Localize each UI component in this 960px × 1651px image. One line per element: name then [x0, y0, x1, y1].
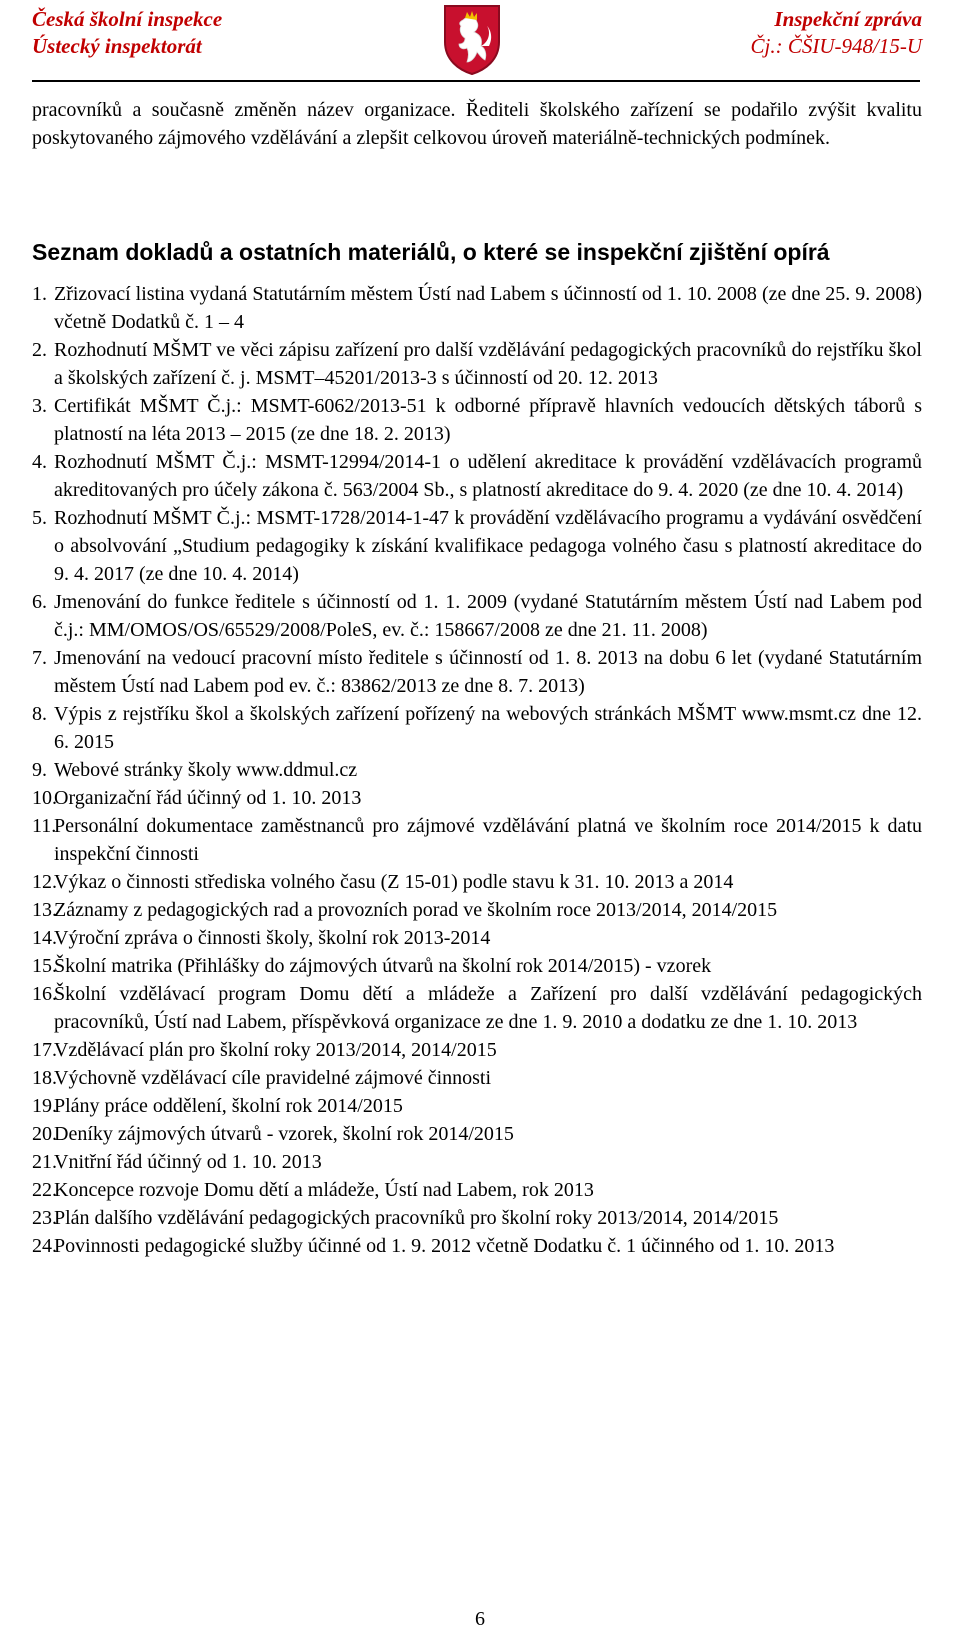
list-item-number: 20. — [32, 1123, 57, 1145]
list-item — [32, 1176, 922, 1204]
list-item-text: Plán dalšího vzdělávání pedagogických pracovníků pro školní roky 2013/2014, 2014/2015 — [54, 1207, 779, 1229]
header-inspectorate: Ústecký inspektorát — [32, 34, 202, 58]
list-item-text: Webové stránky školy www.ddmul.cz — [54, 759, 358, 781]
list-item — [32, 1064, 922, 1092]
list-item-number: 21. — [32, 1151, 57, 1173]
list-item-number: 1. — [32, 283, 47, 305]
list-item-number: 12. — [32, 871, 57, 893]
list-item — [32, 336, 922, 392]
list-item — [32, 784, 922, 812]
list-item-text: Vnitřní řád účinný od 1. 10. 2013 — [54, 1151, 322, 1173]
list-item-text: Povinnosti pedagogické služby účinné od 1. 9. 2012 včetně Dodatku č. 1 účinného od 1. 10. 2013 — [54, 1235, 835, 1257]
page-header — [0, 0, 960, 84]
list-item-text: Školní vzdělávací program Domu dětí a mládeže a Zařízení pro další vzdělávání pedagogických pracovníků, Ústí nad Labem, příspěvková organizace ze dne 1. 9. 2010 a dodatku ze dne 1. 10. 2013 — [54, 983, 922, 1033]
header-divider — [32, 80, 920, 82]
list-item-number: 13. — [32, 899, 57, 921]
document-list — [32, 280, 922, 1260]
list-item-number: 14. — [32, 927, 57, 949]
list-item — [32, 952, 922, 980]
list-item-number: 4. — [32, 451, 47, 473]
header-reference-number: Čj.: ČŠIU-948/15-U — [750, 34, 922, 58]
list-item-number: 22. — [32, 1179, 57, 1201]
list-item — [32, 700, 922, 756]
list-item-text: Certifikát MŠMT Č.j.: MSMT-6062/2013-51 k odborné přípravě hlavních vedoucích dětských táborů s platností na léta 2013 – 2015 (ze dne 18. 2. 2013) — [54, 395, 922, 445]
list-item-text: Rozhodnutí MŠMT ve věci zápisu zařízení pro další vzdělávání pedagogických pracovníků do rejstříku škol a školských zařízení č. j. MSMT–45201/2013-3 s účinností od 20. 12. 2013 — [54, 339, 922, 389]
list-item-number: 23. — [32, 1207, 57, 1229]
list-item — [32, 280, 922, 336]
list-item-text: Rozhodnutí MŠMT Č.j.: MSMT-12994/2014-1 o udělení akreditace k provádění vzdělávacích programů akreditovaných pro účely zákona č. 563/2004 Sb., s platností akreditace do 9. 4. 2020 (ze dne 10. 4. 2014) — [54, 451, 922, 501]
list-item-text: Zřizovací listina vydaná Statutárním městem Ústí nad Labem s účinností od 1. 10. 2008 (ze dne 25. 9. 2008) včetně Dodatků č. 1 – 4 — [54, 283, 922, 333]
list-item — [32, 1204, 922, 1232]
list-item-text: Rozhodnutí MŠMT Č.j.: MSMT-1728/2014-1-47 k provádění vzdělávacího programu a vydávání osvědčení o absolvování „Studium pedagogiky k získání kvalifikace pedagoga volného času s platností akreditace do 9. 4. 2017 (ze dne 10. 4. 2014) — [54, 507, 922, 585]
list-item-number: 5. — [32, 507, 47, 529]
list-item-number: 17. — [32, 1039, 57, 1061]
list-item-text: Vzdělávací plán pro školní roky 2013/2014, 2014/2015 — [54, 1039, 497, 1061]
list-item-text: Personální dokumentace zaměstnanců pro zájmové vzdělávání platná ve školním roce 2014/2015 k datu inspekční činnosti — [54, 815, 922, 865]
list-item — [32, 756, 922, 784]
list-item-text: Plány práce oddělení, školní rok 2014/2015 — [54, 1095, 403, 1117]
list-item — [32, 644, 922, 700]
list-item-text: Výchovně vzdělávací cíle pravidelné zájmové činnosti — [54, 1067, 492, 1089]
list-item — [32, 1092, 922, 1120]
list-item-number: 19. — [32, 1095, 57, 1117]
list-item — [32, 504, 922, 588]
section-title: Seznam dokladů a ostatních materiálů, o které se inspekční zjištění opírá — [32, 239, 830, 265]
list-item — [32, 1232, 922, 1260]
header-right — [751, 6, 923, 60]
list-item — [32, 392, 922, 448]
list-item-number: 16. — [32, 983, 57, 1005]
list-item-number: 8. — [32, 703, 47, 725]
list-item-number: 11. — [32, 815, 57, 837]
list-item-number: 10. — [32, 787, 57, 809]
page-number: 6 — [475, 1608, 485, 1630]
list-item — [32, 896, 922, 924]
list-item-number: 2. — [32, 339, 47, 361]
list-item — [32, 868, 922, 896]
list-item-text: Výkaz o činnosti střediska volného času (Z 15-01) podle stavu k 31. 10. 2013 a 2014 — [54, 871, 734, 893]
list-item-text: Výroční zpráva o činnosti školy, školní rok 2013-2014 — [54, 927, 491, 949]
list-item-text: Koncepce rozvoje Domu dětí a mládeže, Ústí nad Labem, rok 2013 — [54, 1179, 594, 1201]
list-item — [32, 588, 922, 644]
list-item-number: 6. — [32, 591, 47, 613]
list-item-text: Jmenování na vedoucí pracovní místo ředitele s účinností od 1. 8. 2013 na dobu 6 let (vydané Statutárním městem Ústí nad Labem pod ev. č.: 83862/2013 ze dne 8. 7. 2013) — [54, 647, 922, 697]
header-report-title: Inspekční zpráva — [774, 7, 922, 31]
list-item — [32, 448, 922, 504]
list-item-text: Organizační řád účinný od 1. 10. 2013 — [54, 787, 362, 809]
list-item-text: Deníky zájmových útvarů - vzorek, školní rok 2014/2015 — [54, 1123, 514, 1145]
list-item-text: Záznamy z pedagogických rad a provozních porad ve školním roce 2013/2014, 2014/2015 — [54, 899, 778, 921]
list-item — [32, 1036, 922, 1064]
list-item-number: 9. — [32, 759, 47, 781]
list-item-number: 18. — [32, 1067, 57, 1089]
list-item-text: Školní matrika (Přihlášky do zájmových útvarů na školní rok 2014/2015) - vzorek — [54, 955, 712, 977]
list-item — [32, 1148, 922, 1176]
list-item-number: 24. — [32, 1235, 57, 1257]
list-item-number: 3. — [32, 395, 47, 417]
list-item-number: 7. — [32, 647, 47, 669]
czech-lion-emblem-icon — [441, 2, 503, 76]
list-item — [32, 924, 922, 952]
header-institution: Česká školní inspekce — [32, 7, 223, 31]
list-item — [32, 1120, 922, 1148]
list-item — [32, 812, 922, 868]
header-left — [32, 6, 222, 60]
list-item-text: Jmenování do funkce ředitele s účinností od 1. 1. 2009 (vydané Statutárním městem Ústí nad Labem pod č.j.: MM/OMOS/OS/65529/2008/PoleS, ev. č.: 158667/2008 ze dne 21. 11. 2008) — [54, 591, 922, 641]
intro-paragraph: pracovníků a současně změněn název organizace. Řediteli školského zařízení se podařilo zvýšit kvalitu poskytovaného zájmového vzdělávání a zlepšit celkovou úroveň materiálně-technických podmínek. — [32, 99, 922, 149]
list-item-text: Výpis z rejstříku škol a školských zařízení pořízený na webových stránkách MŠMT www.msmt.cz dne 12. 6. 2015 — [54, 703, 922, 753]
list-item — [32, 980, 922, 1036]
list-item-number: 15. — [32, 955, 57, 977]
